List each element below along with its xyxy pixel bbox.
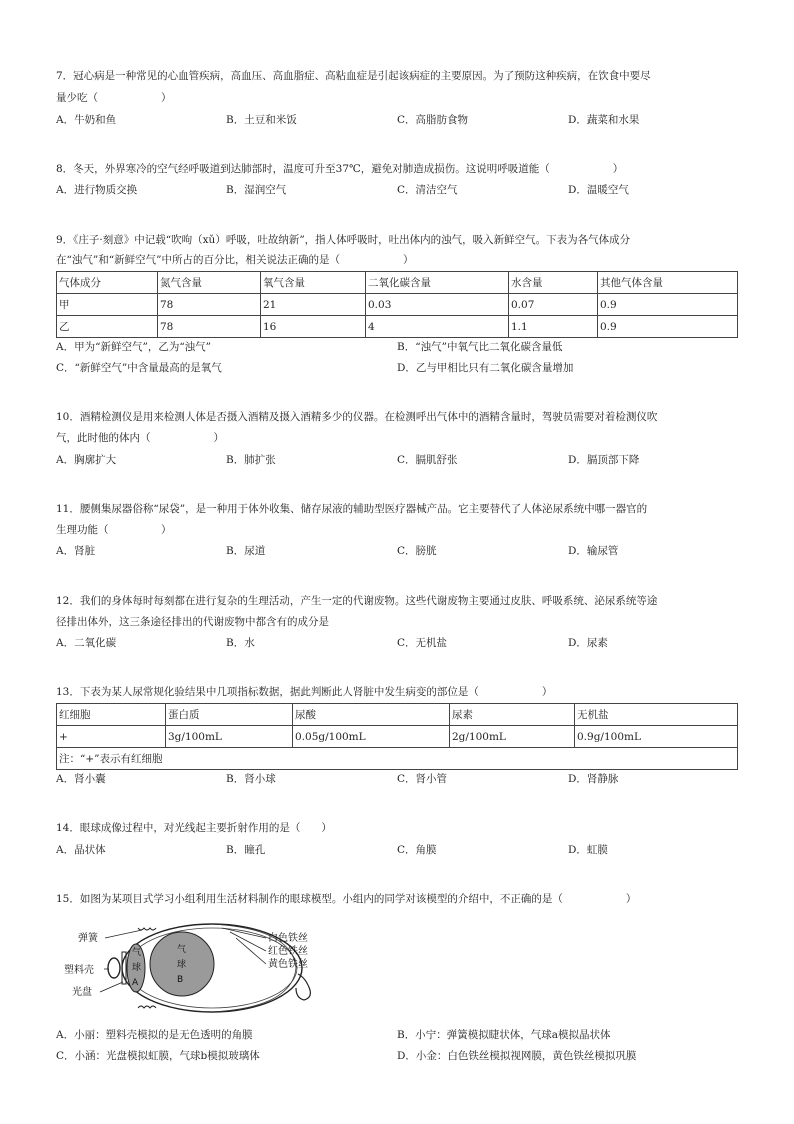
table-header-cell: 尿素 bbox=[450, 704, 575, 726]
q9-option-c[interactable]: C．“新鲜空气”中含量最高的是氧气 bbox=[56, 362, 222, 374]
table-cell: 21 bbox=[261, 294, 366, 316]
q7-stem-line2: 量少吃（ ） bbox=[56, 92, 172, 104]
label-red-wire: 红色铁丝 bbox=[268, 946, 308, 957]
q7-option-a[interactable]: A．牛奶和鱼 bbox=[56, 114, 117, 126]
q10-option-d[interactable]: D．膈顶部下降 bbox=[568, 454, 640, 466]
q11-option-b[interactable]: B．尿道 bbox=[226, 545, 266, 557]
q9-option-b[interactable]: B．“浊气”中氧气比二氧化碳含量低 bbox=[397, 341, 563, 353]
q14-option-c[interactable]: C．角膜 bbox=[397, 844, 437, 856]
table-header-cell: 红细胞 bbox=[57, 704, 166, 726]
q13-urine-table bbox=[56, 703, 738, 770]
table-header-cell: 蛋白质 bbox=[166, 704, 293, 726]
q15-stem-line1: 15．如图为某项目式学习小组利用生活材料制作的眼球模型。小组内的同学对该模型的介绍中，不正确的是（ ） bbox=[56, 893, 637, 905]
table-header-cell: 水含量 bbox=[509, 272, 598, 294]
table-header-cell: 氮气含量 bbox=[158, 272, 261, 294]
optic-nerve bbox=[296, 974, 310, 1000]
q14-option-b[interactable]: B．瞳孔 bbox=[226, 844, 266, 856]
q9-option-a[interactable]: A．甲为“新鲜空气”，乙为“浊气” bbox=[56, 341, 212, 353]
q11-option-d[interactable]: D．输尿管 bbox=[568, 545, 619, 557]
q12-stem-line1: 12．我们的身体每时每刻都在进行复杂的生理活动，产生一定的代谢废物。这些代谢废物主要通过皮肤、呼吸系统、泌尿系统等途 bbox=[56, 595, 658, 607]
q14-option-d[interactable]: D．虹膜 bbox=[568, 844, 608, 856]
q15-option-c[interactable]: C．小涵：光盘模拟虹膜，气球b模拟玻璃体 bbox=[56, 1050, 260, 1062]
table-header-cell: 气体成分 bbox=[57, 272, 158, 294]
q9-gas-table bbox=[56, 271, 738, 338]
label-disc: 光盘 bbox=[72, 987, 92, 998]
q7-stem-line1: 7．冠心病是一种常见的心血管疾病，高血压、高血脂症、高粘血症是引起该病症的主要原因。为了预防这种疾病，在饮食中要尽 bbox=[56, 70, 651, 82]
table-header-row bbox=[57, 704, 738, 726]
table-header-cell: 其他气体含量 bbox=[598, 272, 738, 294]
table-cell: 甲 bbox=[57, 294, 158, 316]
q11-option-c[interactable]: C．膀胱 bbox=[397, 545, 437, 557]
table-row bbox=[57, 316, 738, 338]
table-row bbox=[57, 294, 738, 316]
table-note-row bbox=[57, 748, 738, 770]
table-cell: 78 bbox=[158, 316, 261, 338]
label-yellow-wire: 黄色铁丝 bbox=[268, 959, 308, 970]
table-cell: 0.9g/100mL bbox=[575, 726, 738, 748]
table-note: 注：“+”表示有红细胞 bbox=[57, 748, 738, 770]
leader-line bbox=[222, 928, 266, 938]
table-cell: 16 bbox=[261, 316, 366, 338]
q8-option-b[interactable]: B．湿润空气 bbox=[226, 184, 287, 196]
table-cell: 0.03 bbox=[366, 294, 509, 316]
table-header-cell: 尿酸 bbox=[293, 704, 450, 726]
table-cell: 2g/100mL bbox=[450, 726, 575, 748]
q13-option-d[interactable]: D．肾静脉 bbox=[568, 773, 619, 785]
eye-model-diagram bbox=[60, 914, 320, 1018]
table-header-row bbox=[57, 272, 738, 294]
q10-option-b[interactable]: B．肺扩张 bbox=[226, 454, 276, 466]
table-row bbox=[57, 726, 738, 748]
table-cell: 1.1 bbox=[509, 316, 598, 338]
q12-option-c[interactable]: C．无机盐 bbox=[397, 637, 448, 649]
table-cell: 4 bbox=[366, 316, 509, 338]
table-cell: 0.9 bbox=[598, 294, 738, 316]
spring-bottom bbox=[138, 1006, 156, 1008]
q10-option-a[interactable]: A．胸廓扩大 bbox=[56, 454, 117, 466]
balloon-a-label: 球 bbox=[132, 963, 142, 973]
q8-option-c[interactable]: C．清洁空气 bbox=[397, 184, 458, 196]
spring-top bbox=[138, 928, 156, 930]
balloon-a-label: A bbox=[132, 978, 139, 988]
q10-stem-line1: 10．酒精检测仪是用来检测人体是否摄入酒精及摄入酒精多少的仪器。在检测呼出气体中的酒精含量时，驾驶员需要对着检测仪吹 bbox=[56, 411, 658, 423]
table-cell: 乙 bbox=[57, 316, 158, 338]
q14-option-a[interactable]: A．晶状体 bbox=[56, 844, 106, 856]
q15-option-b[interactable]: B．小宁：弹簧模拟睫状体，气球a模拟晶状体 bbox=[397, 1029, 611, 1041]
q11-stem-line1: 11．腰侧集尿器俗称“尿袋”，是一种用于体外收集、储存尿液的辅助型医疗器械产品。它主要替代了人体泌尿系统中哪一器官的 bbox=[56, 503, 648, 515]
label-white-wire: 白色铁丝 bbox=[268, 933, 308, 944]
q8-option-d[interactable]: D．温暖空气 bbox=[568, 184, 629, 196]
table-cell: + bbox=[57, 726, 166, 748]
q8-stem-line1: 8．冬天，外界寒冷的空气经呼吸道到达肺部时，温度可升至37℃，避免对肺造成损伤。这说明呼吸道能（ ） bbox=[56, 163, 624, 175]
balloon-b-label: B bbox=[177, 975, 184, 985]
q12-option-b[interactable]: B．水 bbox=[226, 637, 255, 649]
leader-line bbox=[236, 938, 266, 964]
q14-stem-line1: 14．眼球成像过程中，对光线起主要折射作用的是（ ） bbox=[56, 822, 332, 834]
q12-option-d[interactable]: D．尿素 bbox=[568, 637, 608, 649]
q9-stem-line1: 9．《庄子·刻意》中记载“吹呴（xǔ）呼吸，吐故纳新”，指人体呼吸时，吐出体内的浊气，吸入新鲜空气。下表为各气体成分 bbox=[56, 234, 631, 246]
q7-option-b[interactable]: B．土豆和米饭 bbox=[226, 114, 297, 126]
table-header-cell: 二氧化碳含量 bbox=[366, 272, 509, 294]
table-cell: 0.07 bbox=[509, 294, 598, 316]
table-cell: 0.05g/100mL bbox=[293, 726, 450, 748]
balloon-b-label: 气 bbox=[177, 945, 187, 955]
q9-option-d[interactable]: D．乙与甲相比只有二氧化碳含量增加 bbox=[397, 362, 574, 374]
table-header-cell: 氧气含量 bbox=[261, 272, 366, 294]
q12-stem-line2: 径排出体外，这三条途径排出的代谢废物中都含有的成分是 bbox=[56, 616, 329, 628]
q15-option-a[interactable]: A．小丽：塑料壳模拟的是无色透明的角膜 bbox=[56, 1029, 253, 1041]
table-header-cell: 无机盐 bbox=[575, 704, 738, 726]
q13-option-b[interactable]: B．肾小球 bbox=[226, 773, 276, 785]
balloon-b-label: 球 bbox=[177, 960, 187, 970]
table-cell: 3g/100mL bbox=[166, 726, 293, 748]
table-cell: 0.9 bbox=[598, 316, 738, 338]
q7-option-d[interactable]: D．蔬菜和水果 bbox=[568, 114, 640, 126]
q13-option-c[interactable]: C．肾小管 bbox=[397, 773, 448, 785]
q7-option-c[interactable]: C．高脂肪食物 bbox=[397, 114, 469, 126]
q13-stem-line1: 13．下表为某人尿常规化验结果中几项指标数据，据此判断此人肾脏中发生病变的部位是（ ） bbox=[56, 686, 553, 698]
q9-stem-line2: 在“浊气”和“新鲜空气”中所占的百分比，相关说法正确的是（ ） bbox=[56, 254, 414, 266]
q13-option-a[interactable]: A．肾小囊 bbox=[56, 773, 106, 785]
q15-option-d[interactable]: D．小金：白色铁丝模拟视网膜，黄色铁丝模拟巩膜 bbox=[397, 1050, 637, 1062]
balloon-a-label: 气 bbox=[132, 948, 142, 958]
table-cell: 78 bbox=[158, 294, 261, 316]
q8-option-a[interactable]: A．进行物质交换 bbox=[56, 184, 138, 196]
q11-option-a[interactable]: A．肾脏 bbox=[56, 545, 96, 557]
leader-line bbox=[100, 982, 123, 992]
label-spring: 弹簧 bbox=[78, 933, 98, 944]
leader-line bbox=[105, 930, 142, 938]
q10-stem-line2: 气，此时他的体内（ ） bbox=[56, 432, 224, 444]
plastic-shell bbox=[108, 958, 120, 978]
q12-option-a[interactable]: A．二氧化碳 bbox=[56, 637, 117, 649]
q11-stem-line2: 生理功能（ ） bbox=[56, 524, 172, 536]
q10-option-c[interactable]: C．膈肌舒张 bbox=[397, 454, 458, 466]
label-plastic-shell: 塑料壳 bbox=[64, 965, 94, 976]
